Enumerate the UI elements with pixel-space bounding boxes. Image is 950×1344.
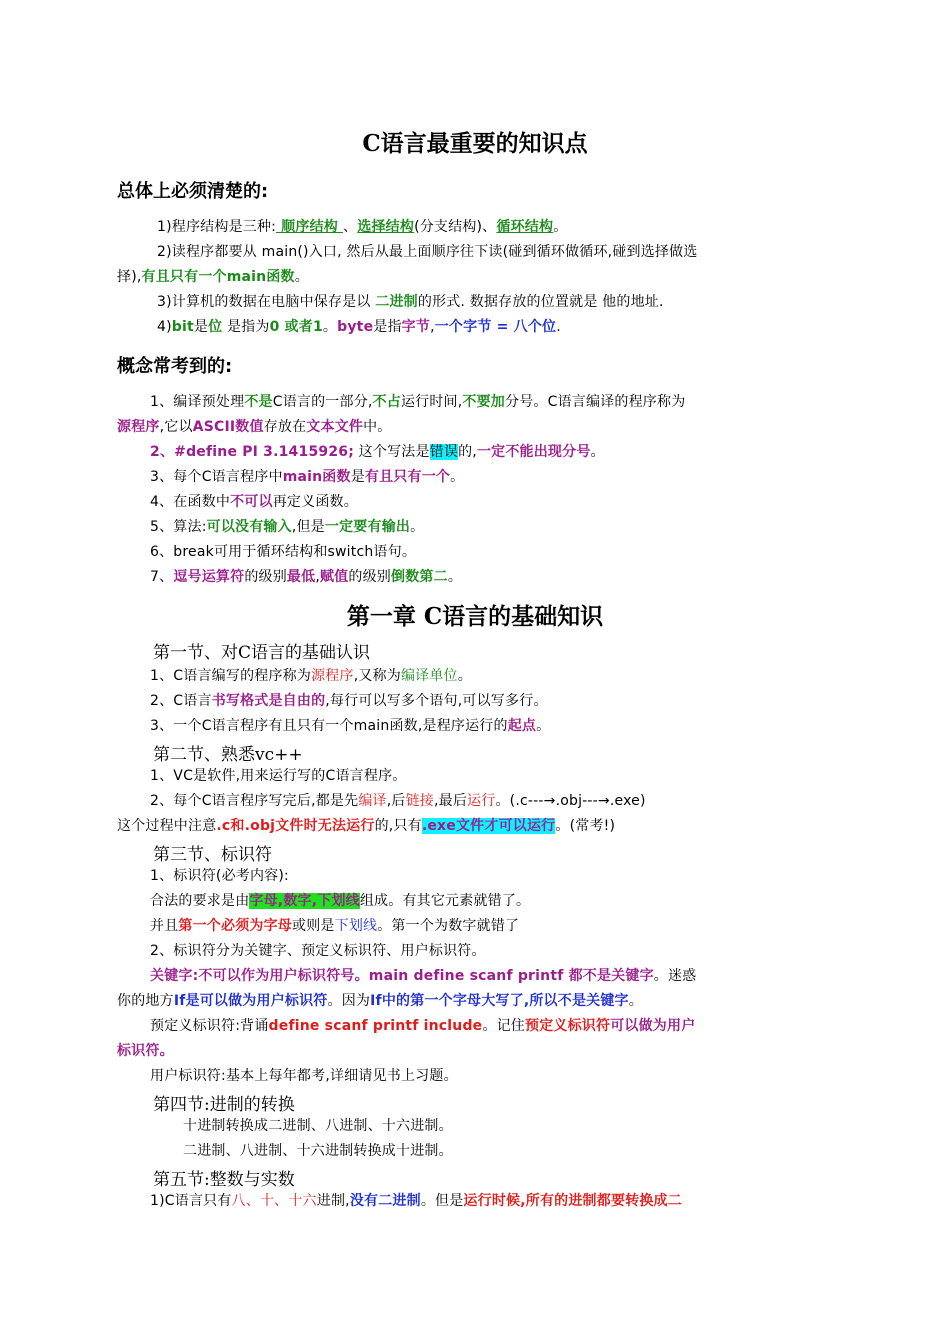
text-run: .exe文件才可以运行 bbox=[421, 818, 556, 834]
text-run: main函数 bbox=[282, 469, 351, 485]
list-item bbox=[150, 515, 850, 539]
text-run: 并且 bbox=[150, 918, 179, 934]
text-run: 2、#define PI 3.1415926; bbox=[150, 444, 355, 460]
text-run: ASCII数值 bbox=[192, 419, 264, 435]
text-run: 再定义函数。 bbox=[272, 494, 358, 510]
paragraph-line: 用户标识符:基本上每年都考,详细请见书上习题。 bbox=[150, 1068, 458, 1084]
text-run: bit bbox=[171, 319, 194, 335]
subsection-heading: 第二节、熟悉vc++ bbox=[153, 745, 303, 765]
text-run: 。第一个为数字就错了 bbox=[377, 918, 520, 934]
text-run: If是可以做为用户标识符 bbox=[173, 993, 328, 1009]
text-run: 存放在 bbox=[263, 419, 307, 435]
text-run: C语言的一部分, bbox=[272, 394, 373, 410]
text-run: 没有二进制 bbox=[349, 1193, 421, 1209]
text-run: 1、编译预处理 bbox=[150, 394, 245, 410]
text-run: 字节 bbox=[401, 319, 431, 335]
paragraph-line bbox=[157, 290, 857, 314]
text-run: 3、每个C语言程序中 bbox=[150, 469, 283, 485]
text-run: 的级别 bbox=[244, 569, 287, 585]
text-run: 1)C语言只有 bbox=[150, 1193, 232, 1209]
text-run: . bbox=[556, 319, 561, 335]
text-run: 的,只有 bbox=[374, 818, 422, 834]
text-run: 字母,数字,下划线 bbox=[249, 893, 360, 909]
text-run: 倒数第二 bbox=[391, 569, 448, 585]
paragraph-line bbox=[150, 689, 850, 713]
text-run: 0 或者1 bbox=[269, 319, 323, 335]
text-run: 源程序 bbox=[311, 668, 354, 684]
text-run: 2、每个C语言程序写完后,都是先 bbox=[150, 793, 359, 809]
text-run: 一个字节 = 八个位 bbox=[434, 319, 557, 335]
list-item bbox=[150, 565, 850, 589]
text-run: 运行时间, bbox=[400, 394, 463, 410]
list-item: 6、break可用于循环结构和switch语句。 bbox=[150, 544, 417, 560]
text-run: 是指为 bbox=[222, 319, 270, 335]
text-run: 源程序 bbox=[117, 419, 160, 435]
text-run: 一定要有输出 bbox=[324, 519, 411, 535]
text-run: 二进制 bbox=[375, 294, 418, 310]
text-run: 或则是 bbox=[292, 918, 335, 934]
page-title: C语言最重要的知识点 bbox=[362, 130, 588, 157]
text-run: 1)程序结构是三种: bbox=[157, 219, 277, 235]
text-run: 编译 bbox=[358, 793, 387, 809]
text-run: 第一个必须为字母 bbox=[178, 918, 293, 934]
section-heading-overall: 总体上必须清楚的: bbox=[117, 181, 269, 202]
paragraph-line bbox=[150, 714, 850, 738]
text-run: ,每行可以写多个语句,可以写多行。 bbox=[325, 693, 548, 709]
paragraph-line bbox=[117, 265, 817, 289]
text-run: 。 bbox=[457, 668, 472, 684]
text-run: 八、十、十六 bbox=[231, 1193, 317, 1209]
text-run: 3、一个C语言程序有且只有一个main函数,是程序运行的 bbox=[150, 718, 508, 734]
paragraph-line: 1、标识符(必考内容): bbox=[150, 868, 289, 884]
text-run: 一定不能出现分号 bbox=[476, 444, 591, 460]
text-run: 下划线 bbox=[334, 918, 378, 934]
paragraph-line bbox=[157, 215, 857, 239]
text-run: 进制, bbox=[316, 1193, 350, 1209]
text-run: 标识符。 bbox=[117, 1043, 174, 1059]
text-run: 预定义标识符 bbox=[525, 1018, 611, 1034]
text-run: ,最后 bbox=[434, 793, 468, 809]
text-run: 3)计算机的数据在电脑中保存是以 bbox=[157, 294, 376, 310]
list-item-continued bbox=[117, 415, 817, 439]
text-run: 不可以 bbox=[230, 494, 273, 510]
text-run: 4、在函数中 bbox=[150, 494, 231, 510]
paragraph-line: 2、标识符分为关键字、预定义标识符、用户标识符。 bbox=[150, 943, 486, 959]
text-run: .c和.obj文件时无法运行 bbox=[216, 818, 375, 834]
text-run: 起点 bbox=[507, 718, 537, 734]
list-item bbox=[150, 465, 850, 489]
list-item bbox=[150, 440, 850, 464]
text-run: 。 bbox=[450, 469, 465, 485]
text-run: 逗号运算符 bbox=[173, 569, 245, 585]
text-run: ,后 bbox=[386, 793, 406, 809]
text-run: 7、 bbox=[150, 569, 174, 585]
text-run: 文本文件 bbox=[306, 419, 364, 435]
text-run: 顺序结构 bbox=[276, 219, 344, 235]
paragraph-line bbox=[117, 1039, 817, 1063]
text-run: 。迷惑 bbox=[653, 968, 697, 984]
text-run: 。 bbox=[590, 444, 605, 460]
chapter-title: 第一章 C语言的基础知识 bbox=[346, 603, 604, 630]
text-run: 运行 bbox=[467, 793, 496, 809]
paragraph-line bbox=[150, 1189, 850, 1213]
text-run: 最低 bbox=[286, 569, 316, 585]
paragraph-line: 十进制转换成二进制、八进制、十六进制。 bbox=[183, 1118, 453, 1134]
text-run: 位 bbox=[208, 319, 223, 335]
text-run: 是 bbox=[193, 319, 209, 335]
text-run: 的级别 bbox=[348, 569, 391, 585]
text-run: 。 bbox=[553, 219, 568, 235]
text-run: 、 bbox=[343, 219, 358, 235]
text-run: 链接 bbox=[405, 793, 435, 809]
text-run: 中。 bbox=[363, 419, 392, 435]
text-run: 有且只有一个 bbox=[364, 469, 451, 485]
text-run: 。(常考!) bbox=[555, 818, 616, 834]
text-run: 不占 bbox=[372, 394, 401, 410]
text-run: ,但是 bbox=[291, 519, 325, 535]
text-run: 。 bbox=[447, 569, 463, 585]
text-run: 循环结构 bbox=[496, 219, 554, 235]
text-run: 赋值 bbox=[319, 569, 349, 585]
text-run: 可以做为用户 bbox=[610, 1018, 696, 1034]
subsection-heading: 第一节、对C语言的基础认识 bbox=[153, 643, 371, 663]
text-run: 合法的要求是由 bbox=[150, 893, 250, 909]
text-run: If中的第一个字母大写了,所以不是关键字 bbox=[370, 993, 629, 1009]
paragraph-line bbox=[150, 789, 850, 813]
text-run: 择), bbox=[117, 269, 142, 285]
text-run: 这个写法是 bbox=[354, 444, 430, 460]
text-run: 。记住 bbox=[482, 1018, 525, 1034]
paragraph-line bbox=[150, 1014, 850, 1038]
paragraph-line bbox=[150, 889, 850, 913]
text-run: 。但是 bbox=[420, 1193, 464, 1209]
text-run: 是指 bbox=[373, 319, 402, 335]
text-run: 。 bbox=[410, 519, 425, 535]
paragraph-line bbox=[150, 664, 850, 688]
list-item bbox=[150, 390, 850, 414]
text-run: 关键字:不可以作为用户标识符号。main define scanf printf 都不是关键字 bbox=[150, 968, 654, 984]
text-run: define scanf printf include bbox=[268, 1018, 483, 1034]
paragraph-line bbox=[117, 814, 817, 838]
text-run: 是 bbox=[350, 469, 365, 485]
text-run: 运行时候,所有的进制都要转换成二 bbox=[463, 1193, 682, 1209]
text-run: byte bbox=[337, 319, 374, 335]
paragraph-line bbox=[150, 914, 850, 938]
text-run: 这个过程中注意 bbox=[117, 818, 217, 834]
text-run: 2、C语言 bbox=[150, 693, 212, 709]
section-heading-concepts: 概念常考到的: bbox=[117, 356, 233, 377]
text-run: 有且只有一个main函数 bbox=[141, 269, 295, 285]
paragraph-line: 1、VC是软件,用来运行写的C语言程序。 bbox=[150, 768, 407, 784]
text-run: 不要加 bbox=[462, 394, 506, 410]
paragraph-line: 2)读程序都要从 main()入口, 然后从最上面顺序往下读(碰到循环做循环,碰到选择做选 bbox=[157, 244, 698, 260]
text-run: 你的地方 bbox=[117, 993, 174, 1009]
text-run: 5、算法: bbox=[150, 519, 207, 535]
paragraph-line bbox=[157, 315, 857, 339]
text-run: ,又称为 bbox=[353, 668, 401, 684]
subsection-heading: 第三节、标识符 bbox=[153, 845, 272, 865]
subsection-heading: 第四节:进制的转换 bbox=[153, 1095, 295, 1115]
subsection-heading: 第五节:整数与实数 bbox=[153, 1170, 295, 1190]
text-run: 组成。有其它元素就错了。 bbox=[359, 893, 531, 909]
text-run: , bbox=[430, 319, 435, 335]
paragraph-line: 二进制、八进制、十六进制转换成十进制。 bbox=[183, 1143, 453, 1159]
text-run: 。 bbox=[628, 993, 643, 1009]
text-run: 错误 bbox=[429, 444, 459, 460]
text-run: 。因为 bbox=[327, 993, 371, 1009]
paragraph-line bbox=[150, 964, 850, 988]
text-run: 分号。C语言编译的程序称为 bbox=[505, 394, 686, 410]
text-run: 可以没有输入 bbox=[206, 519, 292, 535]
text-run: 。 bbox=[322, 319, 338, 335]
text-run: ,它以 bbox=[159, 419, 193, 435]
text-run: 1、C语言编写的程序称为 bbox=[150, 668, 312, 684]
list-item bbox=[150, 490, 850, 514]
paragraph-line bbox=[117, 989, 817, 1013]
text-run: (分支结构)、 bbox=[414, 219, 497, 235]
text-run: 编译单位 bbox=[400, 668, 458, 684]
text-run: 。 bbox=[294, 269, 309, 285]
text-run: 4) bbox=[157, 319, 172, 335]
text-run: 不是 bbox=[244, 394, 273, 410]
text-run: 预定义标识符:背诵 bbox=[150, 1018, 269, 1034]
text-run: 的形式. 数据存放的位置就是 他的地址. bbox=[417, 294, 664, 310]
text-run: 的, bbox=[458, 444, 477, 460]
text-run: 书写格式是自由的 bbox=[211, 693, 326, 709]
text-run: 。 bbox=[536, 718, 551, 734]
text-run: 。(.c---→.obj---→.exe) bbox=[495, 793, 646, 809]
text-run: , bbox=[315, 569, 320, 585]
text-run: 选择结构 bbox=[357, 219, 415, 235]
